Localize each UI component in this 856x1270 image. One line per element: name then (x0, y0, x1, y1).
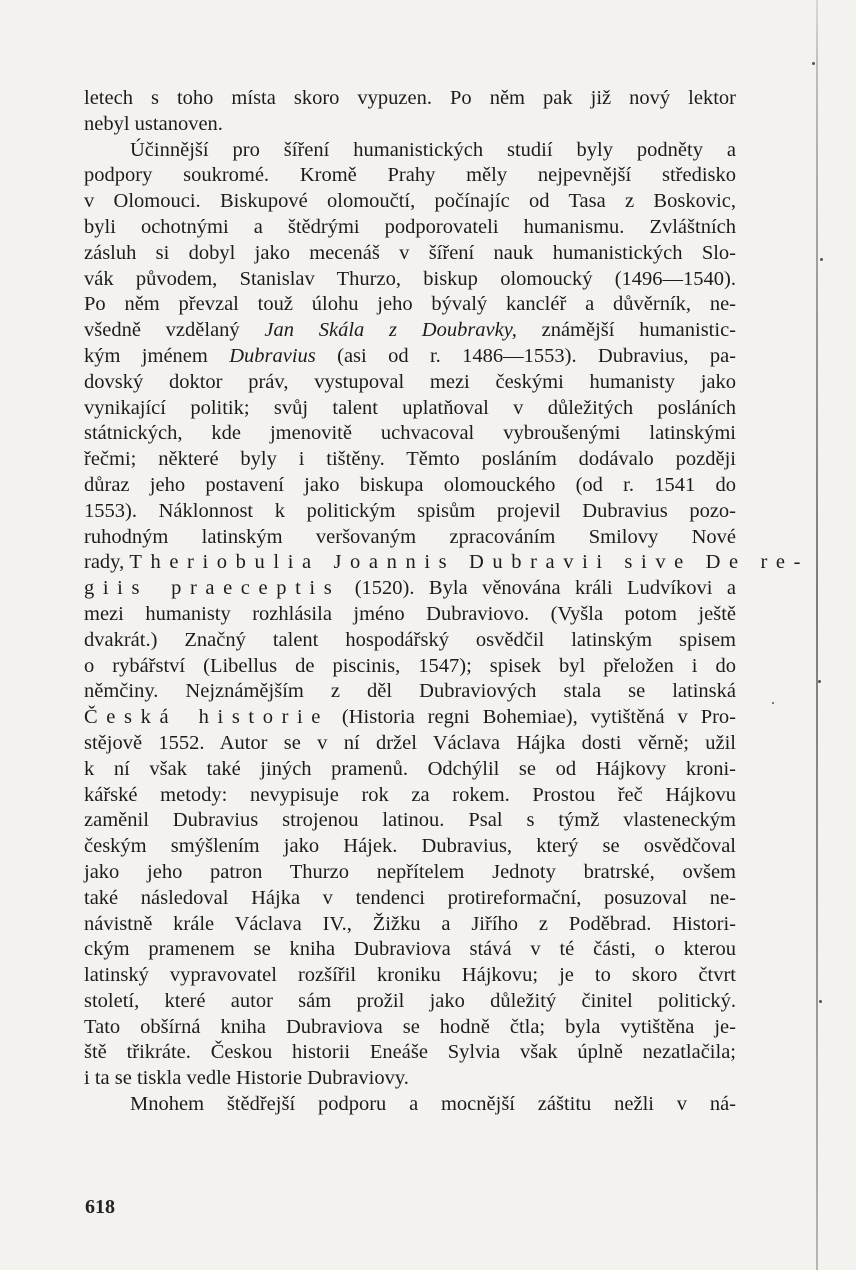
text-run: vák původem, Stanislav Thurzo, biskup olomoucký (1496—1540). (84, 267, 736, 290)
text-line (84, 292, 736, 318)
scan-speck (772, 702, 774, 704)
text-line (84, 1066, 736, 1092)
text-run: návistně krále Václava IV., Žižku a Jiřího z Poděbrad. Histori- (84, 912, 736, 935)
text-run: dovský doktor práv, vystupoval mezi českými humanisty jako (84, 370, 736, 393)
text-run: (1520). Byla věnována králi Ludvíkovi a (340, 577, 736, 600)
text-run: jako jeho patron Thurzo nepřítelem Jednoty bratrské, ovšem (84, 860, 736, 883)
text-line (84, 912, 736, 938)
body-text (84, 86, 810, 1118)
text-line (84, 473, 736, 499)
text-run: všedně vzdělaný (84, 319, 265, 342)
text-run: státnických, kde jmenovitě uchvacoval vybroušenými latinskými (84, 422, 736, 445)
text-line (84, 886, 736, 912)
text-run: zásluh si dobyl jako mecenáš v šíření nauk humanistických Slo- (84, 241, 736, 264)
text-line (84, 189, 736, 215)
text-run: kářské metody: nevypisuje rok za rokem. Prostou řeč Hájkovu (84, 783, 736, 806)
text-line (84, 421, 736, 447)
text-line (84, 860, 736, 886)
text-line (84, 808, 736, 834)
text-line (84, 86, 736, 112)
text-line (84, 499, 736, 525)
text-line (84, 654, 736, 680)
text-run: nebyl ustanoven. (84, 112, 223, 135)
scan-speck (812, 62, 815, 65)
text-run: Tato obšírná kniha Dubraviova se hodně čtla; byla vytištěna je- (84, 1015, 736, 1038)
text-run: ruhodným latinským veršovaným zpracováním Smilovy Nové (84, 525, 736, 548)
text-line (84, 783, 736, 809)
text-line (84, 1092, 736, 1118)
text-run: českým smýšlením jako Hájek. Dubravius, který se osvědčoval (84, 835, 736, 858)
text-line (84, 396, 736, 422)
page-number: 618 (85, 1196, 115, 1218)
text-run: vynikající politik; svůj talent uplatňoval v důležitých posláních (84, 396, 736, 419)
text-line (84, 937, 736, 963)
text-run: o rybářství (Libellus de piscinis, 1547); spisek byl přeložen i do (84, 654, 736, 677)
text-line (84, 834, 736, 860)
text-run: Mnohem štědřejší podporu a mocnější záštitu nežli v ná- (130, 1093, 736, 1116)
text-line (84, 679, 736, 705)
text-line (84, 344, 736, 370)
page-edge-shadow (816, 0, 818, 1270)
text-run: ckým pramenem se kniha Dubraviova stává v té části, o kterou (84, 938, 736, 961)
text-line (84, 628, 736, 654)
text-line (84, 1015, 736, 1041)
text-run: Účinnější pro šíření humanistických studií byly podněty a (130, 138, 736, 161)
text-run: zaměnil Dubravius strojenou latinou. Psal s týmž vlasteneckým (84, 809, 736, 832)
text-run: latinský vypravovatel rozšířil kroniku Hájkovu; je to skoro čtvrt (84, 964, 736, 987)
text-line (84, 215, 736, 241)
text-line (84, 550, 810, 576)
text-line (84, 138, 736, 164)
text-line (84, 989, 736, 1015)
spaced-title: Theriobulia Joannis Dubravii sive De re- (129, 551, 810, 574)
italic-name: Dubravius (229, 344, 316, 367)
text-run: rady, (84, 551, 130, 574)
text-line (84, 447, 736, 473)
scan-speck (819, 1000, 822, 1003)
text-line (84, 318, 736, 344)
text-run: podpory soukromé. Kromě Prahy měly nejpevnější středisko (84, 164, 736, 187)
text-run: kým jménem (84, 344, 230, 367)
text-line (84, 705, 736, 731)
text-line (84, 241, 736, 267)
spaced-title: giis praeceptis (84, 577, 341, 600)
text-run: (asi od r. 1486—1553). Dubravius, pa- (315, 344, 736, 367)
text-run: také následoval Hájka v tendenci protireformační, posuzoval ne- (84, 886, 736, 909)
text-run: němčiny. Nejznámějším z děl Dubraviových stala se latinská (84, 680, 736, 703)
text-run: i ta se tiskla vedle Historie Dubraviovy. (84, 1067, 409, 1090)
text-line (84, 576, 736, 602)
text-line (84, 163, 736, 189)
text-line (84, 370, 736, 396)
text-run: (Historia regni Bohemiae), vytištěná v Pro- (329, 706, 736, 729)
text-run: Po něm převzal touž úlohu jeho bývalý kancléř a důvěrník, ne- (84, 293, 736, 316)
text-run: ště třikráte. Českou historii Eneáše Sylvia však úplně nezatlačila; (84, 1041, 736, 1064)
text-line (84, 963, 736, 989)
text-line (84, 1040, 736, 1066)
text-run: stějově 1552. Autor se v ní držel Václava Hájka dosti věrně; užil (84, 731, 736, 754)
text-run: byli ochotnými a štědrými podporovateli humanismu. Zvláštních (84, 215, 736, 238)
text-run: století, které autor sám prožil jako důležitý činitel politický. (84, 989, 736, 1012)
text-line (84, 757, 736, 783)
italic-name: Jan Skála z Doubravky, (264, 319, 517, 342)
text-line (84, 112, 736, 138)
spaced-title: Česká historie (84, 706, 330, 729)
text-line (84, 525, 736, 551)
text-run: v Olomouci. Biskupové olomoučtí, počínajíc od Tasa z Boskovic, (84, 190, 736, 213)
text-run: k ní však také jiných pramenů. Odchýlil se od Hájkovy kroni- (84, 757, 736, 780)
text-line (84, 267, 736, 293)
text-run: letech s toho místa skoro vypuzen. Po něm pak již nový lektor (84, 87, 736, 109)
scan-speck (818, 680, 821, 683)
text-run: známější humanistic- (516, 319, 736, 342)
text-run: řečmi; některé byly i tištěny. Těmto posláním dodávalo později (84, 448, 736, 471)
text-run: mezi humanisty rozhlásila jméno Dubraviovo. (Vyšla potom ještě (84, 602, 736, 625)
text-run: 1553). Náklonnost k politickým spisům projevil Dubravius pozo- (84, 499, 736, 522)
text-line (84, 731, 736, 757)
text-run: důraz jeho postavení jako biskupa olomouckého (od r. 1541 do (84, 473, 736, 496)
scan-speck (820, 258, 823, 261)
text-run: dvakrát.) Značný talent hospodářský osvědčil latinským spisem (84, 628, 736, 651)
text-line (84, 602, 736, 628)
